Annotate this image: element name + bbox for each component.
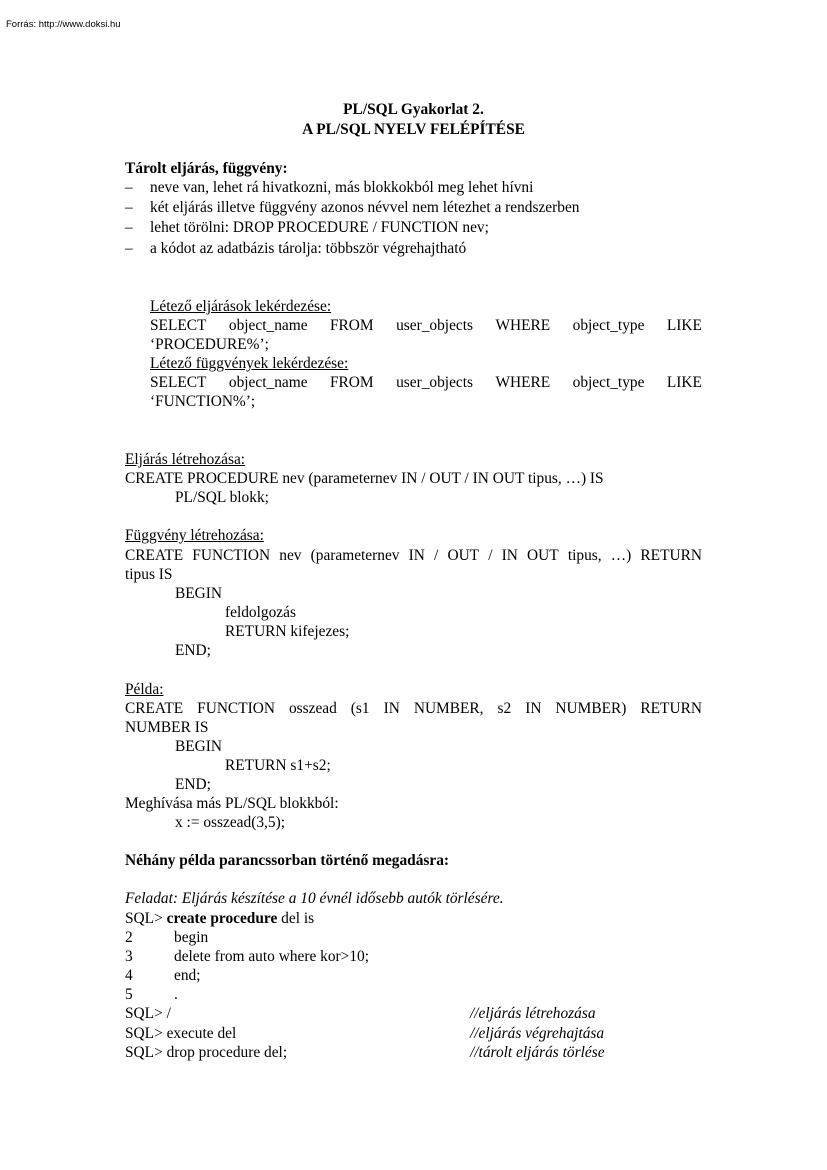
func-query-label: Létező függvények lekérdezése: xyxy=(150,355,349,372)
example-cont: NUMBER IS xyxy=(125,719,209,736)
func-query-cont: ‘FUNCTION%’; xyxy=(150,393,256,410)
proc-create-body: PL/SQL blokk; xyxy=(175,489,269,506)
command-line: SQL> execute del //eljárás végrehajtása xyxy=(125,1025,605,1042)
dash-icon: – xyxy=(125,219,133,236)
command-line: SQL> / //eljárás létrehozása xyxy=(125,1005,596,1022)
task-line: Feladat: Eljárás készítése a 10 évnél idősebb autók törlésére. xyxy=(125,890,504,907)
code-line: END; xyxy=(175,776,211,793)
proc-query-cont: ‘PROCEDURE%’; xyxy=(150,336,269,353)
dash-icon: – xyxy=(125,179,133,196)
proc-create-line: CREATE PROCEDURE nev (parameternev IN / OUT / IN OUT tipus, …) IS xyxy=(125,470,604,487)
sql-create-line: SQL> create procedure del is xyxy=(125,910,315,927)
code-line: RETURN kifejezes; xyxy=(225,623,350,640)
proc-query-label: Létező eljárások lekérdezése: xyxy=(150,298,332,315)
call-label: Meghívása más PL/SQL blokkból: xyxy=(125,795,339,812)
page-subtitle: A PL/SQL NYELV FELÉPÍTÉSE xyxy=(302,121,525,138)
code-line: feldolgozás xyxy=(225,604,296,621)
section-heading-stored: Tárolt eljárás, függvény: xyxy=(125,160,288,177)
func-create-line: CREATE FUNCTION nev (parameternev IN / OUT / IN OUT tipus, …) RETURN xyxy=(125,547,702,564)
code-line: BEGIN xyxy=(175,738,223,755)
func-query-line: SELECT object_name FROM user_objects WHERE object_type LIKE xyxy=(150,374,702,391)
command-line: SQL> drop procedure del; //tárolt eljárás törlése xyxy=(125,1044,605,1061)
proc-create-label: Eljárás létrehozása: xyxy=(125,451,246,468)
page-title: PL/SQL Gyakorlat 2. xyxy=(343,101,484,118)
code-line: END; xyxy=(175,642,211,659)
dash-icon: – xyxy=(125,199,133,216)
dash-icon: – xyxy=(125,240,133,257)
source-url: Forrás: http://www.doksi.hu xyxy=(6,19,121,30)
func-create-cont: tipus IS xyxy=(125,566,173,583)
code-line: RETURN s1+s2; xyxy=(225,757,331,774)
code-line: BEGIN xyxy=(175,585,223,602)
func-create-label: Függvény létrehozása: xyxy=(125,527,264,544)
example-label: Példa: xyxy=(125,681,164,698)
proc-query-line: SELECT object_name FROM user_objects WHERE object_type LIKE xyxy=(150,317,702,334)
cmdline-heading: Néhány példa parancssorban történő megadásra: xyxy=(125,852,450,869)
example-line: CREATE FUNCTION osszead (s1 IN NUMBER, s2 IN NUMBER) RETURN xyxy=(125,700,702,717)
call-line: x := osszead(3,5); xyxy=(175,814,285,831)
